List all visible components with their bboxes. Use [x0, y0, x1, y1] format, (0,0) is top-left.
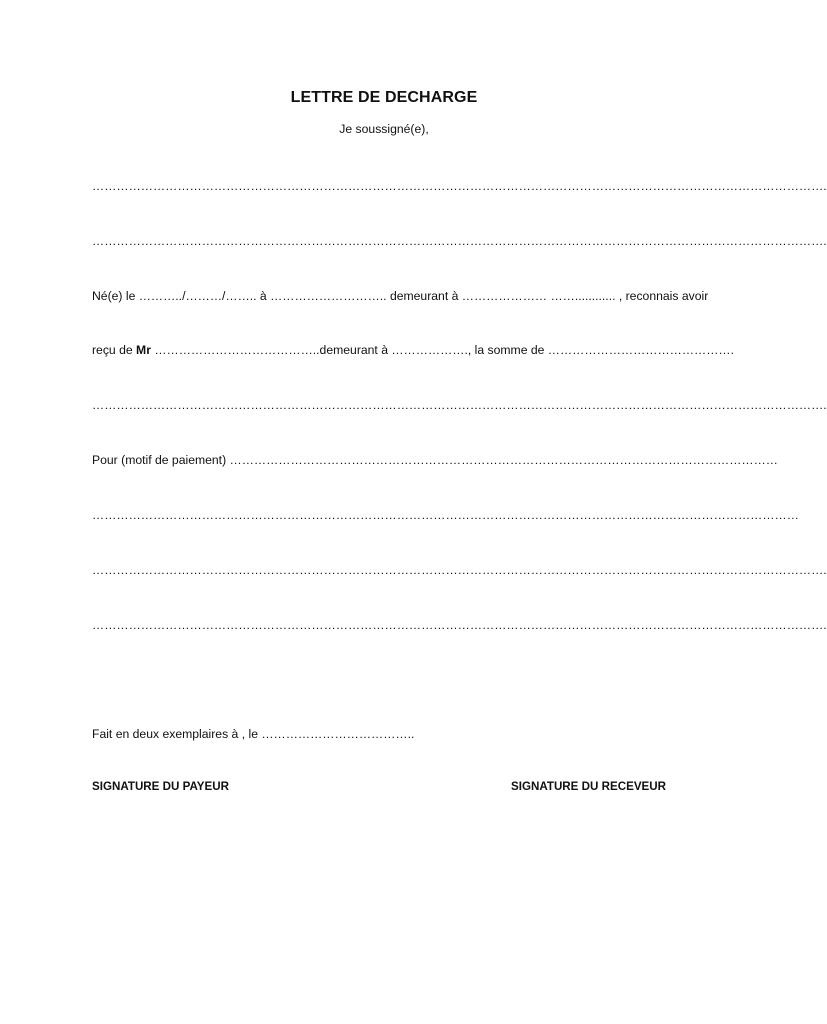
birth-residence-line: Né(e) le ………../………/…….. à ……………………….. demeurant à ………………… ……............ , reconnais avoir: [92, 289, 709, 303]
signature-receiver-label: SIGNATURE DU RECEVEUR: [511, 780, 667, 793]
signature-payer-label: SIGNATURE DU PAYEUR: [92, 780, 229, 793]
blank-line-reason-3: ……………………………………………………………………………………………………………………………………………………………….: [92, 618, 827, 632]
received-rest: …………………………………..demeurant à ………………., la somme de ……………………………………….: [150, 343, 735, 357]
received-from-line: [92, 342, 735, 358]
blank-line-name-2: ……………………………………………………………………………………………………………………………………………………………….: [92, 234, 827, 248]
intro-text: Je soussigné(e),: [339, 122, 429, 136]
payment-reason-line: Pour (motif de paiement) ………………………………………………………………………………………………………………………: [92, 453, 778, 467]
blank-line-reason-2: ……………………………………………………………………………………………………………………………………………………………….: [92, 563, 827, 577]
mr-label: Mr: [136, 343, 151, 357]
amount-line: ……………………………………………………………………………………………………………………………………………………………….: [92, 398, 827, 412]
blank-line-name-1: ……………………………………………………………………………………………………………………………………………………………….: [92, 179, 827, 193]
document-title: LETTRE DE DECHARGE: [290, 89, 478, 106]
place-date-line: Fait en deux exemplaires à , le ………………………………..: [92, 727, 415, 741]
received-prefix: reçu de: [92, 343, 137, 357]
blank-line-reason-1: …………………………………………………………………………………………………………………………………………………………: [92, 508, 799, 522]
